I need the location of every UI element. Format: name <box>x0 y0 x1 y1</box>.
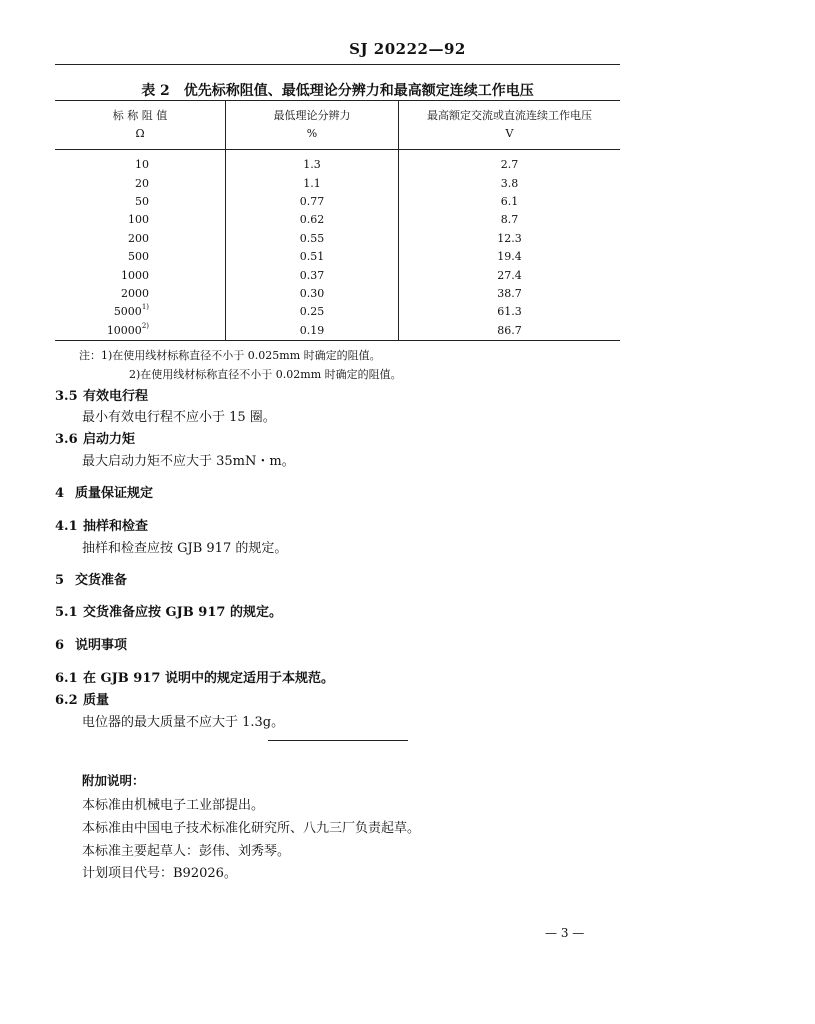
cell-resistance <box>55 248 226 266</box>
cell-resolution: 0.77 <box>226 193 399 211</box>
section-number: 6 <box>55 638 65 653</box>
resistance-value: 200 <box>128 231 149 245</box>
table-title: 表 2 优先标称阻值、最低理论分辨力和最高额定连续工作电压 <box>141 83 534 99</box>
resistance-value: 20 <box>135 176 149 190</box>
cell-resolution: 0.37 <box>226 266 399 284</box>
cell-resolution: 0.19 <box>226 322 399 341</box>
table-row <box>55 193 620 211</box>
cell-voltage: 38.7 <box>399 285 621 303</box>
section-title: 质量保证规定 <box>75 486 154 501</box>
section-title: 抽样和检查 <box>83 519 149 534</box>
cell-voltage: 19.4 <box>399 248 621 266</box>
resistance-value: 1000 <box>121 268 149 282</box>
cell-voltage: 6.1 <box>399 193 621 211</box>
table-row <box>55 322 620 341</box>
section-5-heading <box>55 569 127 588</box>
document-code: SJ 20222—92 <box>349 40 466 58</box>
section-5-1-heading <box>55 601 282 620</box>
cell-resistance <box>55 285 226 303</box>
cell-voltage: 8.7 <box>399 211 621 229</box>
table-row <box>55 248 620 266</box>
section-3-6-text: 最大启动力矩不应大于 35mN・m。 <box>82 454 295 469</box>
section-number: 6.2 <box>55 693 78 708</box>
appendix-line-3: 本标准主要起草人：彭伟、刘秀琴。 <box>82 844 291 859</box>
section-4-1-heading <box>55 515 148 534</box>
section-3-6-heading <box>55 428 135 447</box>
section-number: 3.5 <box>55 389 78 404</box>
resistance-value: 5000 <box>113 305 142 319</box>
footnote-mark: 2) <box>141 321 149 330</box>
section-number: 4 <box>55 486 65 501</box>
appendix-line-4: 计划项目代号：B92026。 <box>82 866 237 881</box>
table-note-2: 2)在使用线材标称直径不小于 0.02mm 时确定的阻值。 <box>129 368 402 381</box>
cell-voltage: 12.3 <box>399 230 621 248</box>
cell-voltage: 3.8 <box>399 174 621 192</box>
resistance-value: 2000 <box>121 286 149 300</box>
section-title: 启动力矩 <box>83 432 136 447</box>
footnote-mark: 1) <box>141 303 149 312</box>
cell-resistance <box>55 174 226 192</box>
section-number: 6.1 <box>55 671 78 686</box>
cell-resistance <box>55 230 226 248</box>
table-row <box>55 211 620 229</box>
table-row <box>55 266 620 284</box>
resistance-value: 100 <box>128 213 149 227</box>
header-voltage-label: 最高额定交流或直流连续工作电压 <box>427 109 592 122</box>
section-title: 交货准备应按 GJB 917 的规定。 <box>83 605 282 620</box>
cell-resistance <box>55 193 226 211</box>
page-number: — 3 — <box>545 926 585 940</box>
table-note-1: 注：1)在使用线材标称直径不小于 0.025mm 时确定的阻值。 <box>79 349 381 362</box>
appendix-line-1: 本标准由机械电子工业部提出。 <box>82 798 265 813</box>
cell-resolution: 1.3 <box>226 150 399 175</box>
resistance-value: 50 <box>135 194 149 208</box>
cell-resolution: 0.55 <box>226 230 399 248</box>
section-3-5-heading <box>55 385 148 404</box>
section-title: 交货准备 <box>75 573 128 588</box>
cell-voltage: 27.4 <box>399 266 621 284</box>
resistance-value: 500 <box>128 250 149 264</box>
section-6-heading <box>55 634 127 653</box>
header-resolution <box>226 101 399 150</box>
header-resolution-unit: % <box>306 127 318 140</box>
cell-voltage: 2.7 <box>399 150 621 175</box>
header-voltage-unit: V <box>505 127 514 140</box>
resistance-table <box>55 100 620 341</box>
resistance-value: 10000 <box>106 323 142 337</box>
cell-resistance <box>55 150 226 175</box>
cell-resistance <box>55 322 226 341</box>
header-resolution-label: 最低理论分辨力 <box>273 109 351 122</box>
section-6-2-heading <box>55 689 109 708</box>
table-row <box>55 285 620 303</box>
header-resistance <box>55 101 226 150</box>
section-4-1-text: 抽样和检查应按 GJB 917 的规定。 <box>82 541 288 556</box>
section-title: 有效电行程 <box>83 389 149 404</box>
section-title: 在 GJB 917 说明中的规定适用于本规范。 <box>83 671 334 686</box>
appendix-title: 附加说明： <box>82 773 145 788</box>
cell-voltage: 86.7 <box>399 322 621 341</box>
header-rule <box>55 64 620 65</box>
cell-resistance <box>55 211 226 229</box>
table-header-row <box>55 101 620 150</box>
section-title: 说明事项 <box>75 638 128 653</box>
resistance-value: 10 <box>135 158 149 172</box>
section-6-2-text: 电位器的最大质量不应大于 1.3g。 <box>82 715 285 730</box>
table-row <box>55 174 620 192</box>
section-6-1-heading <box>55 667 334 686</box>
cell-voltage: 61.3 <box>399 303 621 321</box>
cell-resolution: 0.25 <box>226 303 399 321</box>
header-voltage <box>399 101 621 150</box>
section-number: 3.6 <box>55 432 78 447</box>
table-row <box>55 230 620 248</box>
cell-resolution: 0.62 <box>226 211 399 229</box>
cell-resolution: 1.1 <box>226 174 399 192</box>
section-number: 4.1 <box>55 519 78 534</box>
header-resistance-unit: Ω <box>135 127 145 140</box>
section-3-5-text: 最小有效电行程不应小于 15 圈。 <box>82 410 276 425</box>
header-resistance-label: 标 称 阻 值 <box>112 109 168 122</box>
cell-resistance <box>55 303 226 321</box>
section-title: 质量 <box>83 693 110 708</box>
cell-resolution: 0.30 <box>226 285 399 303</box>
end-rule <box>268 740 408 741</box>
section-4-heading <box>55 482 153 501</box>
section-number: 5 <box>55 573 65 588</box>
cell-resistance <box>55 266 226 284</box>
appendix-line-2: 本标准由中国电子技术标准化研究所、八九三厂负责起草。 <box>82 821 421 836</box>
table-row <box>55 303 620 321</box>
section-number: 5.1 <box>55 605 78 620</box>
cell-resolution: 0.51 <box>226 248 399 266</box>
table-row <box>55 150 620 175</box>
